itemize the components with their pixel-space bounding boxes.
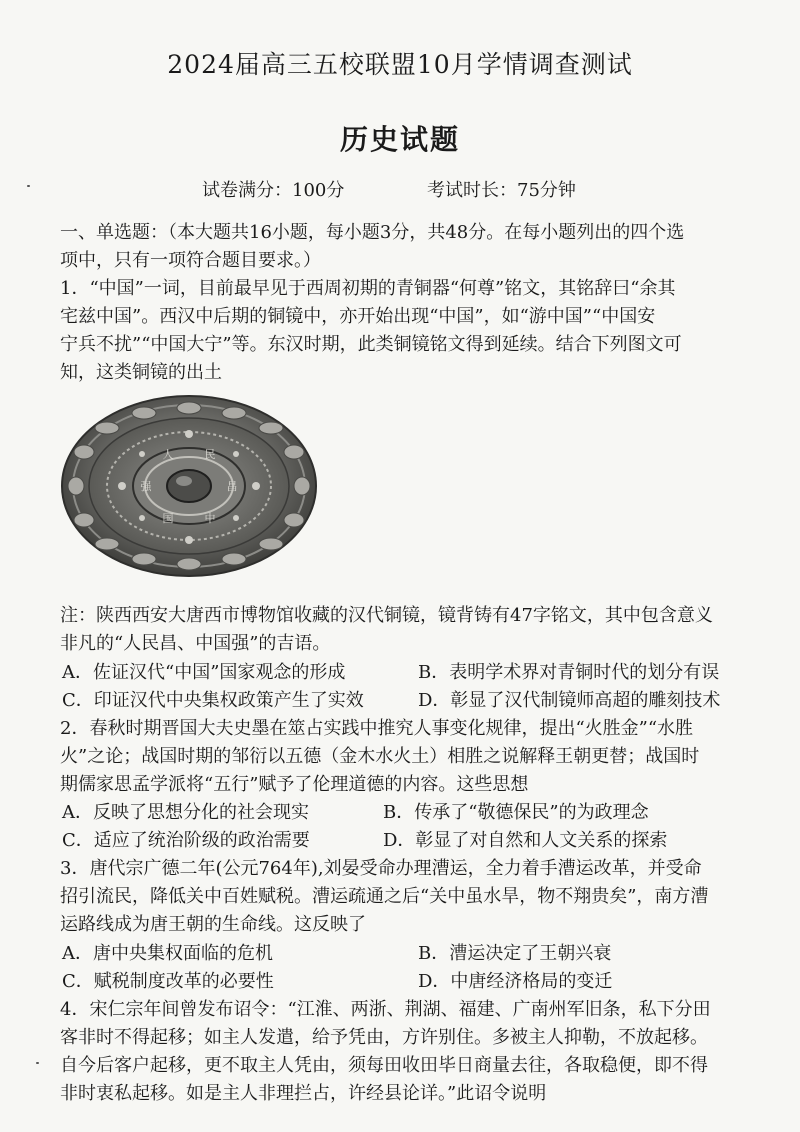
q3-line3: 运路线成为唐王朝的生命线。这反映了	[60, 914, 366, 935]
q3-option-d: D．中唐经济格局的变迁	[418, 971, 613, 992]
inscription-char: 民	[204, 448, 216, 461]
q1-line1: 1．“中国”一词，目前最早见于西周初期的青铜器“何尊”铭文，其铭辞曰“余其	[60, 278, 676, 299]
inscription-char: 强	[140, 480, 152, 493]
q3-line1: 3．唐代宗广德二年(公元764年),刘晏受命办理漕运，全力着手漕运改革，并受命	[60, 858, 702, 879]
full-score: 试卷满分：100分	[202, 180, 345, 201]
scan-speck	[36, 1062, 39, 1064]
inscription-char: 国	[162, 512, 174, 525]
inscription-char: 昌	[226, 480, 238, 493]
q1-note-line1: 注：陕西西安大唐西市博物馆收藏的汉代铜镜，镜背铸有47字铭文，其中包含意义	[60, 605, 713, 626]
q2-line3: 期儒家思孟学派将“五行”赋予了伦理道德的内容。这些思想	[60, 774, 529, 795]
q2-line2: 火”之论；战国时期的邹衍以五德（金木水火土）相胜之说解释王朝更替；战国时	[60, 746, 700, 767]
q1-note-line2: 非凡的“人民昌、中国强”的吉语。	[60, 633, 331, 654]
q1-option-c: C．印证汉代中央集权政策产生了实效	[62, 690, 364, 711]
q1-line4: 知，这类铜镜的出土	[60, 362, 222, 383]
q3-option-a: A．唐中央集权面临的危机	[62, 943, 273, 964]
scan-speck	[27, 185, 30, 187]
inscription-char: 中	[204, 512, 216, 525]
q2-option-a: A．反映了思想分化的社会现实	[62, 802, 309, 823]
q1-line3: 宁兵不扰”“中国大宁”等。东汉时期，此类铜镜铭文得到延续。结合下列图文可	[60, 334, 682, 355]
q4-line4: 非时衷私起移。如是主人非理拦占，许经县论详。”此诏令说明	[60, 1083, 547, 1104]
q2-line1: 2．春秋时期晋国大夫史墨在筮占实践中推究人事变化规律，提出“火胜金”“水胜	[60, 718, 694, 739]
q2-option-d: D．彰显了对自然和人文关系的探索	[383, 830, 668, 851]
q3-option-c: C．赋税制度改革的必要性	[62, 971, 274, 992]
q2-option-c: C．适应了统治阶级的政治需要	[62, 830, 310, 851]
section-instruction-line2: 项中，只有一项符合题目要求。）	[60, 250, 321, 271]
q1-option-d: D．彰显了汉代制镜师高超的雕刻技术	[418, 690, 721, 711]
q4-line1: 4．宋仁宗年间曾发布诏令：“江淮、两浙、荆湖、福建、广南州军旧条，私下分田	[60, 999, 711, 1020]
q3-option-b: B．漕运决定了王朝兴衰	[418, 943, 612, 964]
bronze-mirror-image	[60, 394, 318, 578]
q3-line2: 招引流民，降低关中百姓赋税。漕运疏通之后“关中虽水旱，物不翔贵矣”，南方漕	[60, 886, 709, 907]
q1-option-a: A．佐证汉代“中国”国家观念的形成	[62, 662, 346, 683]
section-instruction-line1: 一、单选题：（本大题共16小题，每小题3分，共48分。在每小题列出的四个选	[60, 222, 685, 243]
q2-option-b: B．传承了“敬德保民”的为政理念	[383, 802, 649, 823]
q1-option-b: B．表明学术界对青铜时代的划分有误	[418, 662, 720, 683]
q4-line3: 自今后客户起移，更不取主人凭由，须每田收田毕日商量去往，各取稳便，即不得	[60, 1055, 708, 1076]
exam-title: 2024届高三五校联盟10月学情调查测试	[167, 50, 633, 79]
q4-line2: 客非时不得起移；如主人发遣，给予凭由，方许别住。多被主人抑勒，不放起移。	[60, 1027, 708, 1048]
inscription-char: 人	[162, 448, 174, 461]
subject-title: 历史试题	[339, 123, 460, 156]
exam-duration: 考试时长：75分钟	[427, 180, 576, 201]
q1-line2: 宅兹中国”。西汉中后期的铜镜中，亦开始出现“中国”，如“游中国”“中国安	[60, 306, 656, 327]
